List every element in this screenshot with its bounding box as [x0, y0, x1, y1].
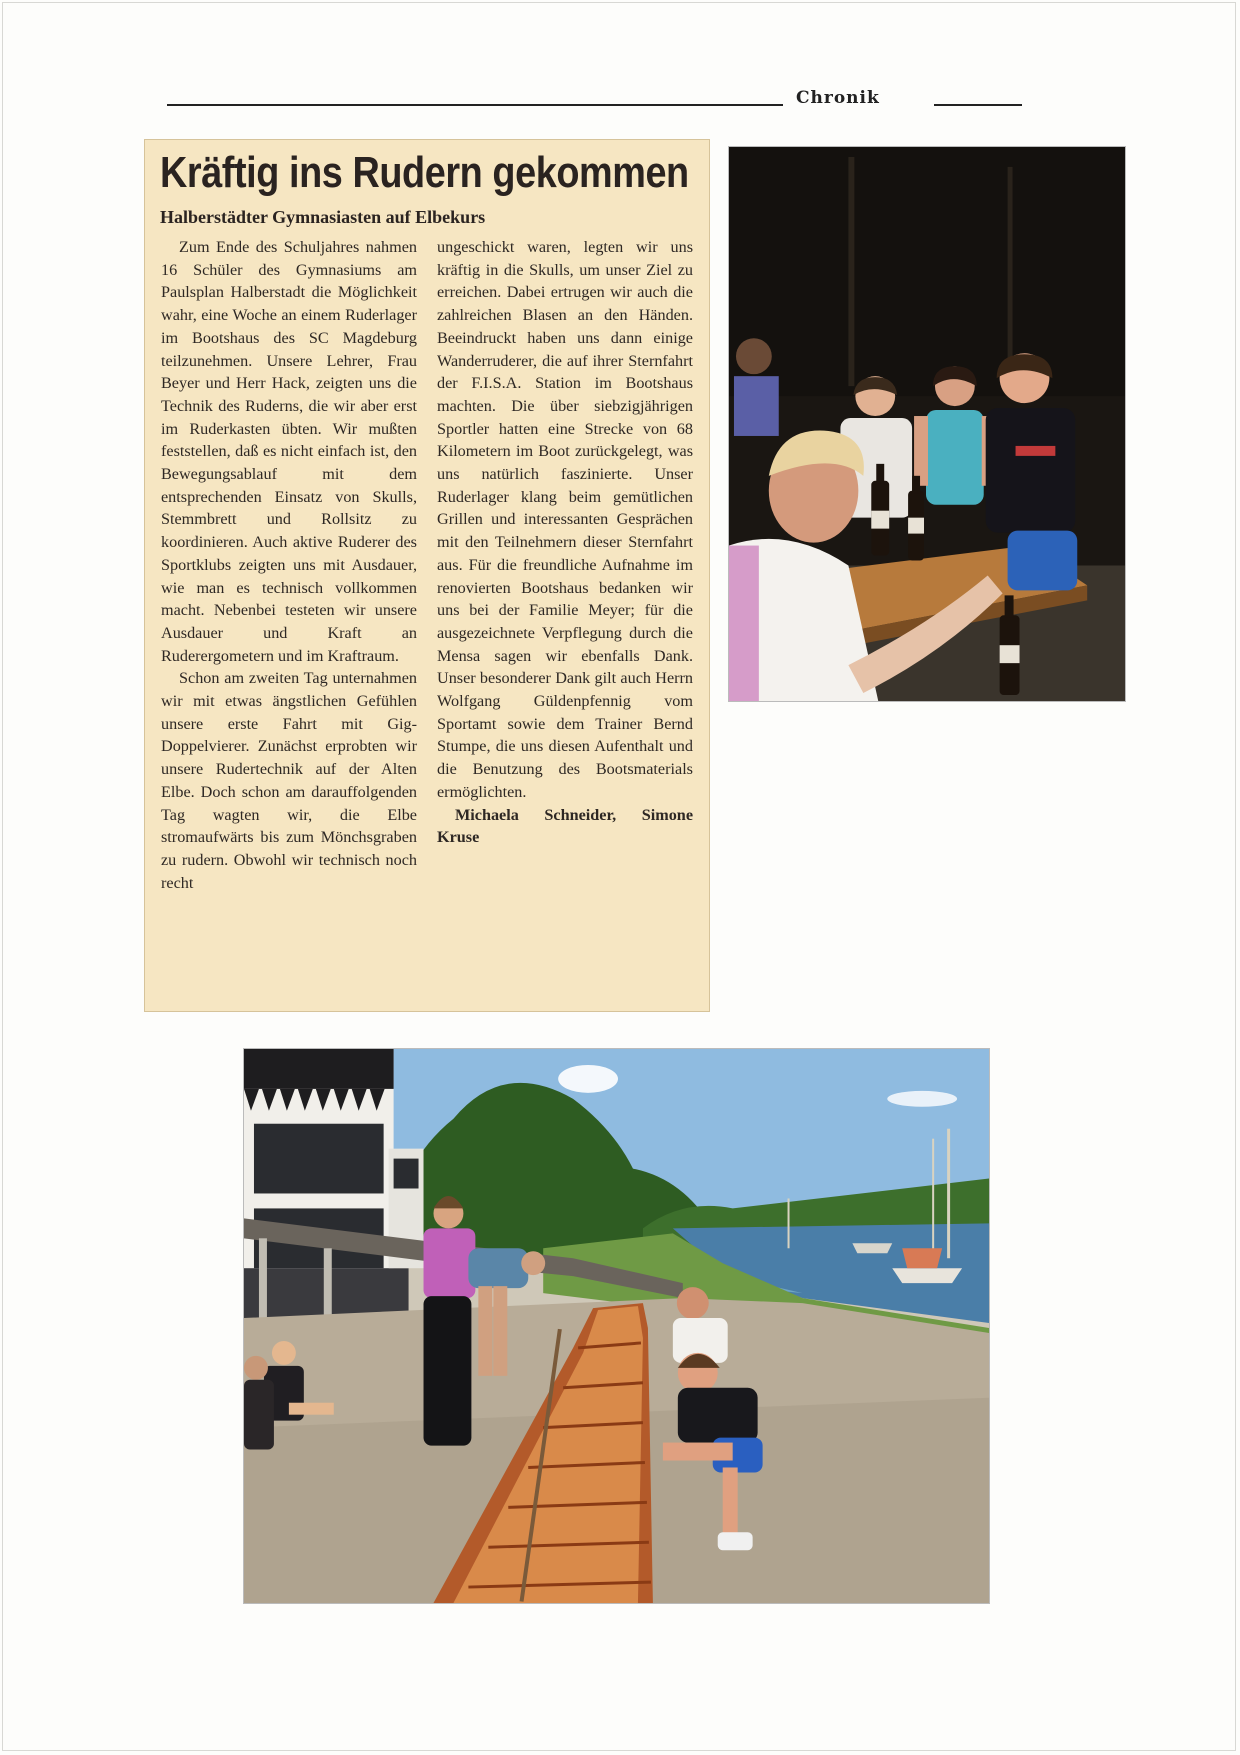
newspaper-clipping — [144, 139, 710, 1012]
photo-boat-riverbank-image — [244, 1049, 989, 1603]
article-paragraph-1: Zum Ende des Schuljahres nahmen 16 Schüler des Gymnasiums am Paulsplan Halberstadt die Möglichkeit wahr, eine Woche an einem Ruderlager im Bootshaus des SC Magdeburg teilzunehmen. Unsere Lehrer, Frau Beyer und Herr Hack, zeigten uns die Technik des Ruderns, die wir aber erst im Ruderkasten übten. Wir mußten feststellen, daß es nicht einfach ist, den Bewegungsablauf mit dem entsprechenden Einsatz von Skulls, Stemmbrett und Rollsitz zu koordinieren. Auch aktive Ruderer des Sportklubs zeigten uns mit Ausdauer, wie man es technisch vollkommen macht. Nebenbei testeten wir unsere Ausdauer und Kraft an Ruderergometern und im Kraftraum. — [161, 238, 417, 665]
photo-boat-riverbank — [243, 1048, 990, 1604]
header-rule-right — [934, 104, 1022, 106]
article-paragraph-3: ungeschickt waren, legten wir uns kräftig in die Skulls, um unser Ziel zu erreichen. Dabei ertrugen wir auch die zahlreichen Blasen an den Händen. Beeindruckt haben uns dann einige Wanderruderer, die auf ihrer Sternfahrt der F.I.S.A. Station im Bootshaus machten. Die über siebzigjährigen Sportler hatten eine Strecke von 68 Kilometern im Boot zurückgelegt, was uns natürlich faszinierte. Unser Ruderlager klang beim gemütlichen Grillen und interessanten Gesprächen mit den Teilnehmern dieser Sternfahrt aus. Für die freundliche Aufnahme im renovierten Bootshaus bedanken wir uns bei der Familie Meyer; für die ausgezeichnete Verpflegung durch die Mensa sagen wir ebenfalls Dank. Unser besonderer Dank gilt auch Herrn Wolfgang Güldenpfennig vom Sportamt sowie dem Trainer Bernd Stumpe, die uns diesen Aufenthalt und die Benutzung des Bootsmaterials ermöglichten. — [437, 238, 693, 801]
header-rule-left — [167, 104, 783, 106]
article-author: Michaela Schneider, Simone Kruse — [437, 805, 693, 847]
photo-group-at-table — [728, 146, 1126, 702]
article-column-2 — [437, 236, 693, 849]
article-headline: Kräftig ins Rudern gekommen — [160, 148, 689, 197]
article-paragraph-2: Schon am zweiten Tag unternahmen wir mit etwas ängstlichen Gefühlen unsere erste Fahrt mit Gig-Doppelvierer. Zunächst erprobten wir unsere Rudertechnik auf der Alten Elbe. Doch schon am darauffolgenden Tag wagten wir, die Elbe stromaufwärts bis zum Mönchsgraben zu rudern. Obwohl wir technisch noch recht — [161, 669, 417, 892]
section-label: Chronik — [796, 88, 880, 108]
article-subheadline: Halberstädter Gymnasiasten auf Elbekurs — [160, 207, 486, 227]
photo-group-at-table-image — [729, 147, 1125, 701]
article-column-1 — [161, 236, 417, 894]
